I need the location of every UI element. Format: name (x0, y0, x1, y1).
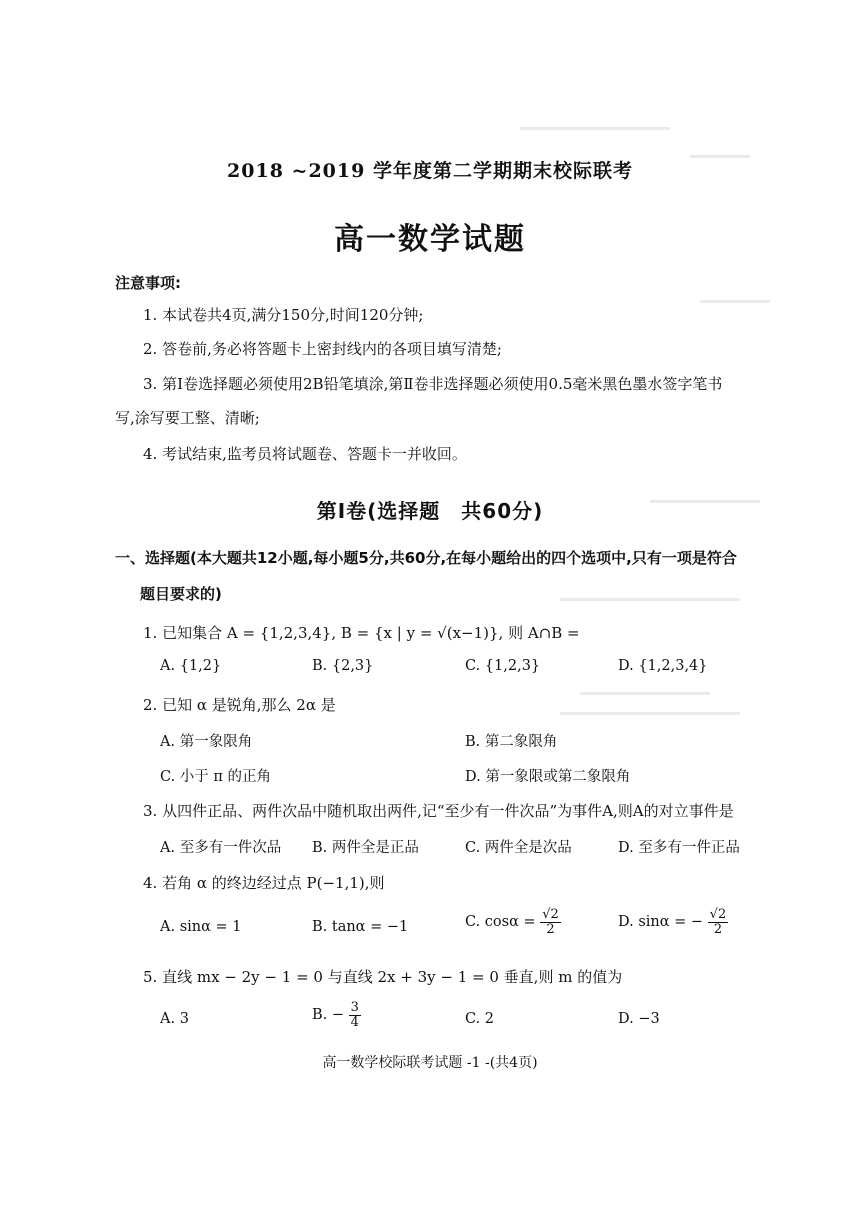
option-b (312, 1001, 361, 1029)
option-a: A. {1,2} (160, 658, 222, 674)
question-stem: 2. 已知 α 是锐角,那么 2α 是 (143, 696, 336, 714)
question-stem: 5. 直线 mx − 2y − 1 = 0 与直线 2x + 3y − 1 = 0 垂直,则 m 的值为 (143, 968, 623, 986)
part-heading-continuation: 题目要求的) (140, 585, 222, 603)
fraction (540, 908, 561, 936)
option-c: C. 2 (465, 1011, 495, 1027)
option-b-text: B. − (312, 1007, 345, 1024)
option-b: B. {2,3} (312, 658, 374, 674)
option-d: D. 至多有一件正品 (618, 840, 740, 856)
fraction-denominator: 2 (713, 921, 723, 937)
fraction-numerator: 3 (350, 1000, 359, 1015)
question-stem: 1. 已知集合 A = {1,2,3,4}, B = {x | y = √(x−1)}, 则 A∩B = (143, 624, 580, 642)
fraction-numerator: √2 (709, 907, 727, 922)
option-c: C. 两件全是次品 (465, 840, 572, 856)
notice-item: 1. 本试卷共4页,满分150分,时间120分钟; (143, 306, 424, 324)
notice-item: 3. 第Ⅰ卷选择题必须使用2B铅笔填涂,第Ⅱ卷非选择题必须使用0.5毫米黑色墨水签字笔书 (143, 375, 723, 393)
option-a: A. sinα = 1 (160, 919, 242, 935)
option-d (618, 908, 728, 936)
option-b: B. tanα = −1 (312, 919, 409, 935)
option-c-text: C. cosα = (465, 914, 536, 931)
option-b: B. 第二象限角 (465, 734, 558, 750)
section-title: 第Ⅰ卷(选择题 共60分) (316, 499, 544, 523)
page-footer: 高一数学校际联考试题 -1 -(共4页) (322, 1055, 538, 1071)
bleed-through-mark (560, 712, 740, 715)
option-c: C. 小于 π 的正角 (160, 769, 272, 785)
notice-item: 2. 答卷前,务必将答题卡上密封线内的各项目填写清楚; (143, 340, 502, 358)
question-stem: 3. 从四件正品、两件次品中随机取出两件,记“至少有一件次品”为事件A,则A的对立事件是 (143, 802, 734, 820)
question-stem: 4. 若角 α 的终边经过点 P(−1,1),则 (143, 874, 385, 892)
bleed-through-mark (520, 127, 670, 130)
exam-header: 2018 ~2019 学年度第二学期期末校际联考 (227, 160, 633, 182)
option-a: A. 第一象限角 (160, 734, 253, 750)
fraction (349, 1001, 361, 1029)
option-d: D. 第一象限或第二象限角 (465, 769, 631, 785)
option-c (465, 908, 561, 936)
option-d: D. {1,2,3,4} (618, 658, 708, 674)
fraction (708, 908, 729, 936)
fraction-denominator: 2 (546, 921, 555, 937)
notice-label: 注意事项: (115, 274, 181, 292)
bleed-through-mark (560, 598, 740, 601)
option-d: D. −3 (618, 1011, 660, 1027)
fraction-denominator: 4 (350, 1014, 359, 1030)
option-b: B. 两件全是正品 (312, 840, 419, 856)
page-title: 高一数学试题 (334, 222, 526, 257)
fraction-numerator: √2 (542, 907, 559, 922)
notice-item: 4. 考试结束,监考员将试题卷、答题卡一并收回。 (143, 445, 467, 463)
option-c: C. {1,2,3} (465, 658, 541, 674)
option-a: A. 至多有一件次品 (160, 840, 282, 856)
bleed-through-mark (580, 692, 710, 695)
bleed-through-mark (700, 300, 770, 303)
option-d-text: D. sinα = − (618, 914, 704, 931)
notice-item-continuation: 写,涂写要工整、清晰; (115, 409, 260, 427)
option-a: A. 3 (160, 1011, 189, 1027)
part-heading: 一、选择题(本大题共12小题,每小题5分,共60分,在每小题给出的四个选项中,只有一项是符合 (115, 549, 737, 567)
